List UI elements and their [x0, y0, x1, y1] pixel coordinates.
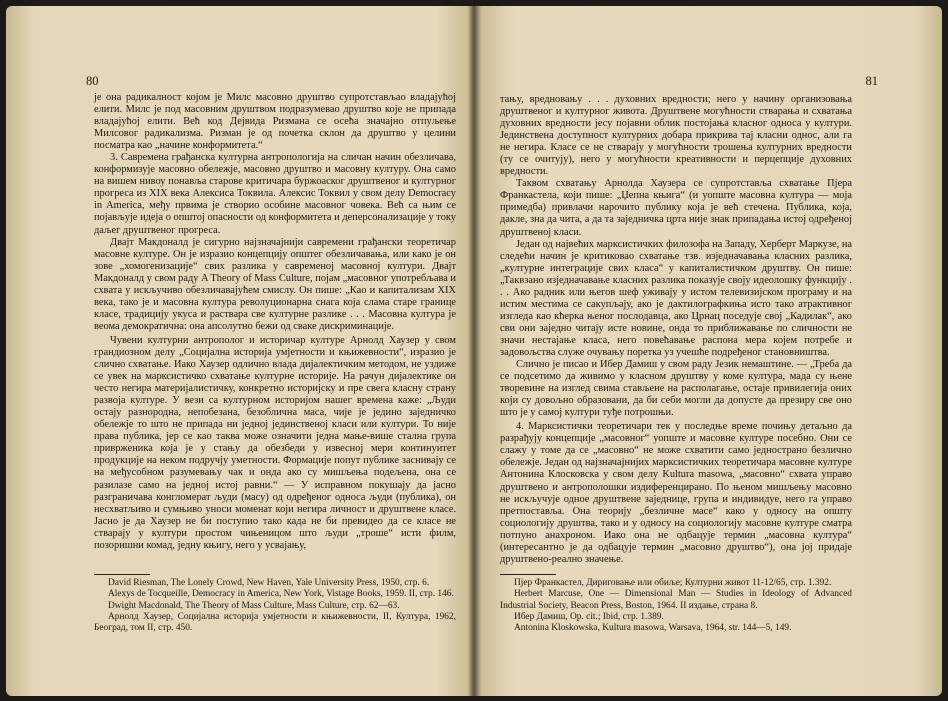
- paragraph: тању, вредновању . . . духовних вредности; него у начину организовања друштвеног и културног живота. Друштвене могућности стварања и схватања духовних вредности јесу појавни облик постојања класног односа у култури. Јединствена доступност културних добара прикрива тај класни однос, али га не негира. Класе се не стварају у могућности трошења културних вредности (ту се очитују), него у могућности креативности и перцепције духовних вредности.: [500, 94, 852, 178]
- footnote-rule: [94, 574, 150, 575]
- paragraph: Чувени културни антрополог и историчар културе Арнолд Хаузер у свом грандиозном делу „Социјална историја умјетности и књижевности“, изразио је слично схватање. Иако Хаузер одлично влада дијалектичким методом, не уздиже се увек на марксистичко схватање културне историје. На рачун дијалектике он често негира материјалистичку, конкретно историјску и пре свега класну страну развоја културе. У вези са културном историјом нашег времена каже: „Људи остају разнородна, непобезана, безоблична маса, чије је једино заједничко обележје то што не припада ни једној јединственој класи или култури. То није права публика, јер се као таква може означити једна мање-више стална група привржeника која је у стању да обезбеди у извесној мери континуитет продукције на неком подручју уметности. Формације попут публике заснивају се на међусобном разумевању чак и онда ако су мишљења подељена, она се разилазе само на једној истој равни.“ — У исправном покушају да јасно разграничава конгломерат људи (масу) од одређеног односа људи (публика), он несхватљиво и сумњиво уноси моменат који негира личност и друштвене класе. Јасно је да Хаузер не би поступио тако када не би превидео да се класе не стварају у култури простом чињеницом што људи „троше“ исти филм, позоришни комад, једну књигу, него у усвајању,: [94, 334, 456, 551]
- footnote: Dwight Macdonald, The Theory of Mass Culture, Mass Culture, стр. 62—63.: [108, 600, 400, 611]
- footnotes: [500, 578, 852, 634]
- page-body: [500, 94, 852, 566]
- left-page: [6, 6, 474, 696]
- paragraph: је она радикалност којом је Милс масовно друштво супротстављао владајућој елити. Милс је под масовним друштвом подразумевао друштво које не припада владајућој елити. Већ код Дејвида Ризмана се осећа значајно отпуљење Милсовог радикализма. Ризман је од почетка склон да друштво у целини посматра као „начине конформитета.“: [94, 92, 456, 152]
- paragraph: Таквом схватању Арнолда Хаузера се супротставља схватање Пјера Франкастела, који пише: „Џепна књига“ (и уопште масовна култура — моја примедба) привлачи нарочито публику која је већ стечена. Публика, која, дакле, зна да чита, а да та заједничка црта није знак припадања истој одређеној друштвеној класи.: [500, 178, 852, 238]
- open-book: [6, 6, 942, 696]
- footnote-rule: [500, 574, 556, 575]
- page-body: [94, 92, 456, 552]
- paragraph: 4. Марксистички теоретичари тек у последње време почињу детаљно да разрађују концепције „масовног“ уопште и масовне културе посебно. Они се слажу у томе да се „масовно“ не може схватити само једнострано безлично обележје. Један од најзначајнијих марксистичких теоретичара масовне културе Антонина Клосковска у свом делу Kultura masowa, „масовно“ схвата управо друштвено и антрополошки издиференцирано. По њеном мишљењу масовно не искључује одное друштвене заједнице, група и индивидуе, него га управо претпоставља. Она теорију „безличне масе“ како у односу на општу социологију друштва, тако и у односу на социологију масовне културе сматра потпуно анахроном. Иако она не одбацује термин „масовна култура“ (интересантно је да одбацује термин „масовно друштво“), она јој придаје друштвено-реално значење.: [500, 421, 852, 565]
- page-number: 81: [865, 74, 878, 88]
- footnote: Herbert Marcuse, One — Dimensional Man — Studies in Ideology of Advanced Industrial Society, Beacon Press, Boston, 1964. II издање, страна 8.: [500, 589, 852, 611]
- paragraph: Двајт Макдоналд је сигурно најзначајнији савремени грађански теоретичар масовне културе. Он је изразио концепцију општег обезличавања, или како је он зове „хомогенизације“ свих разлика у савременој масовној култури. Двајт Макдоналд у свом раду A Theory of Mass Culture, појам „масовног употребљава и схвата у искључиво обезличавајућем смислу. Он пише: „Као и капитализам XIX века, тако је и масовна култура револуционарна снага која слама старе границе класе, традицију укуса и раствара све културне разлике . . . Масовна култура је веома демократична: она апсолутно бежи од сваке дискриминације.: [94, 236, 456, 332]
- footnote: Ибер Дамиш, Op. cit.; Ibid, стр. 1.389.: [514, 611, 664, 622]
- footnote: Antonina Kloskowska, Kultura masowa, Warsava, 1964, str. 144—5, 149.: [514, 623, 792, 634]
- book-spine: [468, 6, 480, 696]
- right-page: [474, 6, 942, 696]
- footnotes: [94, 578, 456, 634]
- footnote: David Riesman, The Lonely Crowd, New Haven, Yale University Press, 1950, стр. 6.: [108, 578, 430, 588]
- paragraph: 3. Савремена грађанска културна антропологија на сличан начин обезличава, конформизује масовно обележје, масовно друштво и масовну културу. Она само на вишем нивоу понавља старове критичара буржоаског друштвеног и културног прогреса из XIX века Алексиса Токвила. Алексис Токвил у свом делу Democracy in America, међу првима је створио особине масовног човека. Већ са њим се појављује идеја о општој опасности од конформитета и деперсонализације у току даљег друштвеног прогреса.: [94, 152, 456, 236]
- footnote: Арнолд Хаузер, Социјална историја умјетности и књижевности, II, Култура, 1962, Београд, том II, стр. 450.: [94, 611, 456, 634]
- paragraph: Слично је писао и Ибер Дамиш у свом раду Језик немаштине. — „Треба да се подсетимо да живимо у класном друштву у коме култура, мада су њене творевине на изглед свима стављене на располагање, остаје привилегија оних који су довољно образовани, да би себи могли да допусте да презиру све оно што је у самој култури туђе потрошњи.: [500, 359, 852, 419]
- footnote: Alexys de Tocqueille, Democracy in America, New York, Vistage Books, 1959. II, стр. 146.: [108, 589, 454, 600]
- page-number: 80: [86, 74, 99, 88]
- footnote: Пјер Франкастел, Дириговање или обиље; Културни живот 11-12/65, стр. 1.392.: [514, 578, 832, 588]
- paragraph: Један од највећих марксистичких филозофа на Западу, Херберт Маркузе, на следећи начин је критиковао схватање тзв. изједначавања класних разлика, „културне интеграције свих класа“ у капиталистичком друштву. Он пише: „Таквзано изједначавање класних разлика показује своју идеолошку функцију . . . Ако радник или његов шеф уживају у истом телевизијском програму и на истим местима се сакупљају, ако је дактилографкиња исто тако атрактивног изгледа као кћерка њеног послодавца, ако Црнац поседује свој „Кадилак“, ако сви они заједно читају исте новине, онда то приближавање по сличности не значи нестајање класа, него повећавање распона мера којем потребе и задовољства служе очувању поретка уз учешће подређеног становништва.: [500, 238, 852, 358]
